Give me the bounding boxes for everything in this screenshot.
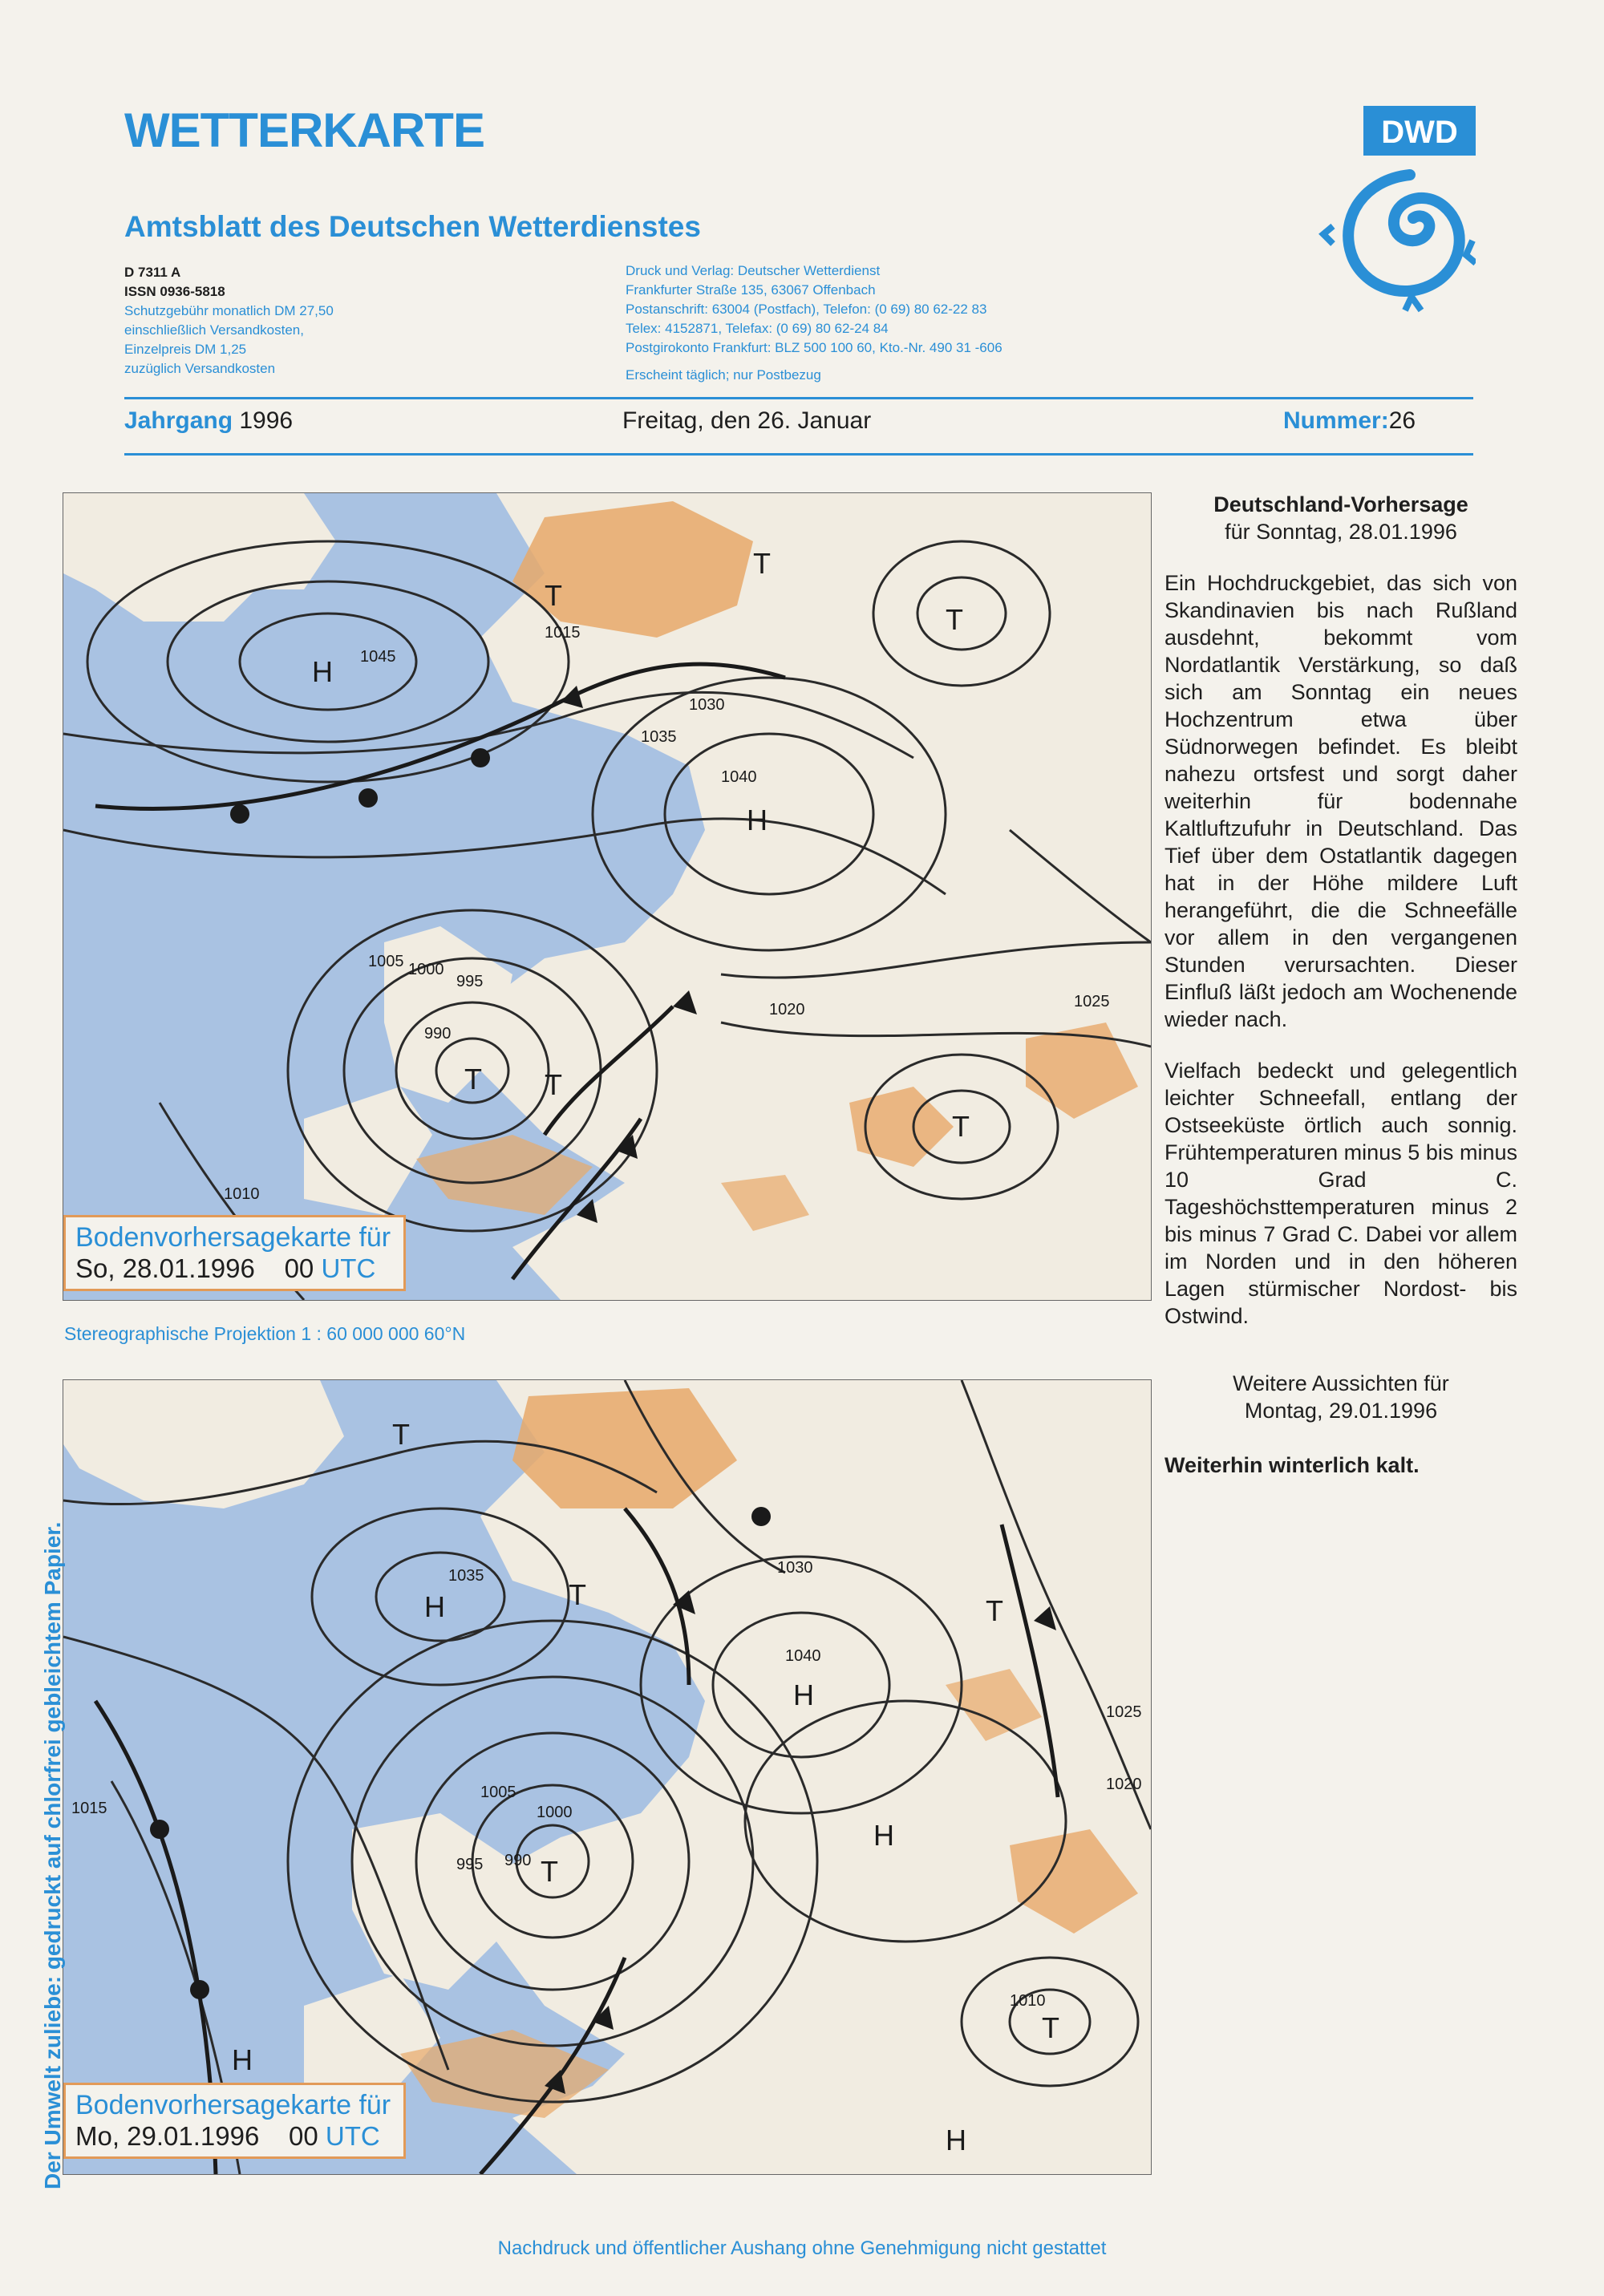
- weather-map-monday: [63, 1379, 1152, 2175]
- map-drawing: [63, 493, 1151, 1300]
- footer-note: Nachdruck und öffentlicher Aushang ohne Genehmigung nicht gestattet: [497, 2237, 1107, 2259]
- jahrgang-label: Jahrgang: [124, 407, 233, 434]
- page-subtitle: Amtsblatt des Deutschen Wetterdienstes: [124, 210, 701, 243]
- isobar-value: 990: [504, 1852, 532, 1869]
- caption-title: Bodenvorhersagekarte für: [75, 2090, 391, 2120]
- isobar-value: 1040: [785, 1647, 821, 1665]
- pressure-center: T: [545, 1068, 562, 1101]
- isobar-value: 1030: [777, 1559, 813, 1577]
- pressure-center: H: [873, 1819, 894, 1852]
- isobar-value: 1015: [545, 624, 581, 642]
- pressure-center: T: [569, 1578, 586, 1611]
- pressure-center: H: [793, 1678, 814, 1711]
- weather-map-sunday: [63, 492, 1152, 1301]
- issue-date: Freitag, den 26. Januar: [622, 407, 872, 434]
- jahrgang-value: 1996: [239, 407, 294, 434]
- forecast-heading-date: für Sonntag, 28.01.1996: [1225, 520, 1457, 544]
- nummer-value: 26: [1388, 407, 1416, 434]
- isobar-value: 995: [456, 973, 484, 990]
- forecast-paragraph: Vielfach bedeckt und gelegentlich leichter Schneefall, entlang der Ostseeküste örtlich auch sonnig. Frühtemperaturen minus 5 bis minus 10 Grad C. Tageshöchsttemperaturen minus 2 bis minus 7 Grad C. Dabei vor allem im Norden und in den höheren Lagen stürmischer Nordost- bis Ostwind.: [1165, 1059, 1517, 1328]
- isobar-value: 1020: [1106, 1776, 1142, 1793]
- outlook-heading-line: Weitere Aussichten für: [1233, 1371, 1449, 1395]
- isobar-value: 1030: [689, 696, 725, 714]
- info-line: zuzüglich Versandkosten: [124, 361, 276, 376]
- forecast-heading: Deutschland-Vorhersage: [1213, 492, 1468, 516]
- isobar-value: 1015: [71, 1800, 107, 1817]
- jahrgang: [124, 407, 293, 435]
- caption-utc: UTC: [325, 2121, 380, 2151]
- header-rule-top: [124, 397, 1473, 399]
- isobar-value: 1010: [1010, 1992, 1046, 2010]
- isobar-value: 1005: [480, 1784, 516, 1801]
- pressure-center: H: [312, 655, 333, 688]
- info-line: Frankfurter Straße 135, 63067 Offenbach: [626, 282, 876, 298]
- pressure-center: T: [946, 603, 963, 636]
- outlook-heading: [1165, 1370, 1517, 1424]
- pressure-center: H: [946, 2124, 966, 2156]
- isobar-value: 1040: [721, 768, 757, 786]
- caption-time: 00: [289, 2121, 318, 2151]
- pressure-center: T: [392, 1418, 410, 1451]
- isobar-value: 1005: [368, 953, 404, 970]
- map-caption: [63, 2083, 406, 2159]
- isobar-value: 990: [424, 1025, 452, 1043]
- caption-time: 00: [284, 1253, 314, 1283]
- forecast-column: [1165, 491, 1517, 1479]
- pressure-center: T: [753, 547, 771, 580]
- info-line: Postanschrift: 63004 (Postfach), Telefon: (0 69) 80 62-22 83: [626, 302, 987, 317]
- environment-note: Der Umwelt zuliebe: gedruckt auf chlorfrei gebleichtem Papier.: [40, 1521, 65, 2189]
- info-line: einschließlich Versandkosten,: [124, 322, 304, 338]
- dwd-logo: [1315, 106, 1476, 322]
- pressure-center: T: [464, 1063, 482, 1095]
- isobar-value: 1025: [1074, 993, 1110, 1010]
- info-line: Einzelpreis DM 1,25: [124, 342, 247, 357]
- info-line: Postgirokonto Frankfurt: BLZ 500 100 60, Kto.-Nr. 490 31 -606: [626, 340, 1003, 355]
- nummer-label: Nummer:: [1283, 407, 1389, 434]
- map-drawing: [63, 1380, 1151, 2174]
- page-title: WETTERKARTE: [124, 103, 484, 157]
- info-line: ISSN 0936-5818: [124, 284, 225, 299]
- info-line: D 7311 A: [124, 265, 181, 280]
- header-rule-bottom: [124, 453, 1473, 456]
- pressure-center: T: [952, 1110, 970, 1143]
- pressure-center: T: [541, 1855, 558, 1888]
- outlook-heading-date: Montag, 29.01.1996: [1244, 1399, 1438, 1423]
- isobar-value: 1000: [408, 961, 444, 978]
- isobar-value: 1035: [448, 1567, 484, 1585]
- caption-date-line: [75, 1253, 391, 1284]
- issue-number: [1283, 407, 1416, 435]
- isobar-value: 1045: [360, 648, 396, 666]
- pressure-center: H: [424, 1590, 445, 1623]
- isobar-value: 1020: [769, 1001, 805, 1018]
- map-caption: [63, 1215, 406, 1291]
- isobar-value: 1035: [641, 728, 677, 746]
- outlook-text: Weiterhin winterlich kalt.: [1165, 1453, 1420, 1477]
- isobar-value: 1000: [537, 1804, 573, 1821]
- caption-utc: UTC: [321, 1253, 376, 1283]
- publication-info-right: [626, 261, 1187, 385]
- publication-info-left: [124, 263, 525, 379]
- projection-note: Stereographische Projektion 1 : 60 000 000 60°N: [64, 1323, 466, 1344]
- caption-date: Mo, 29.01.1996: [75, 2121, 260, 2151]
- caption-date-line: [75, 2121, 391, 2152]
- isobar-value: 1025: [1106, 1703, 1142, 1721]
- pressure-center: T: [986, 1594, 1003, 1627]
- caption-title: Bodenvorhersagekarte für: [75, 1222, 391, 1253]
- isobar-value: 995: [456, 1856, 484, 1873]
- isobar-value: 1010: [224, 1185, 260, 1203]
- info-line: Schutzgebühr monatlich DM 27,50: [124, 303, 334, 318]
- caption-date: So, 28.01.1996: [75, 1253, 255, 1283]
- pressure-center: T: [1042, 2011, 1059, 2044]
- forecast-paragraph: Ein Hochdruckgebiet, das sich von Skandinavien bis nach Rußland ausdehnt, bekommt vom Nordatlantik Verstärkung, so daß sich am Sonntag ein neues Hochzentrum etwa über Südnorwegen befindet. Es bleibt nahezu ortsfest und sorgt daher weiterhin für bodennahe Kaltluftzufuhr in Deutschland. Das Tief über dem Ostatlantik dagegen hat in der Höhe mildere Luft herangeführt, die die Schneefälle vor allem in den vergangenen Stunden verursachten. Dieser Einfluß läßt jedoch am Wochenende wieder nach.: [1165, 571, 1517, 1031]
- info-line: Telex: 4152871, Telefax: (0 69) 80 62-24 84: [626, 321, 889, 336]
- pressure-center: H: [747, 804, 768, 836]
- info-line: Erscheint täglich; nur Postbezug: [626, 367, 821, 383]
- pressure-center: T: [545, 579, 562, 612]
- info-line: Druck und Verlag: Deutscher Wetterdienst: [626, 263, 881, 278]
- pressure-center: H: [232, 2043, 253, 2076]
- logo-text: DWD: [1381, 115, 1458, 150]
